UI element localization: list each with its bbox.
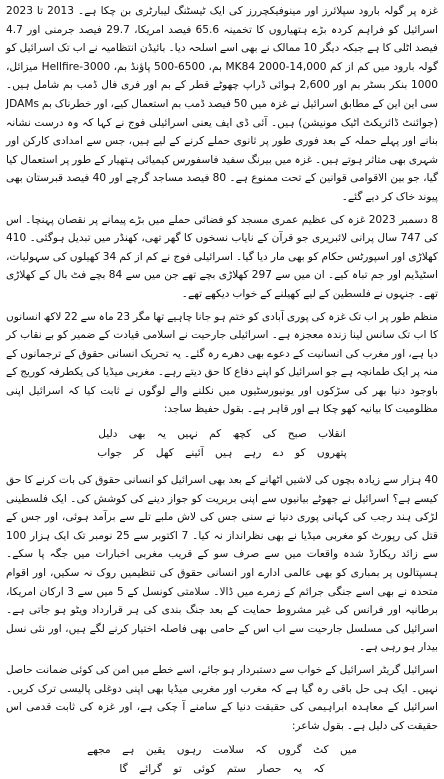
closing-poem-line-1: میں کٹ گروں کہ سلامت رہوں یقین ہے مجھے: [87, 744, 357, 757]
closing-poem-line-2: کہ یہ حصار ستم کوئی تو گرائے گا: [119, 763, 325, 776]
article-paragraph-2: 8 دسمبر 2023 غزہ کی عظیم عمری مسجد کو فضائی حملے میں بڑے پیمانے پر نقصان پہنچا۔ اس کی 747 سال پرانی لائبریری جو قرآن کے نایاب نسخوں کا گھر تھی، کھنڈر میں تبدیل ہوگئی۔ 410 کھلاڑی اور اسپورٹس حکام کو بھی مار دیا گیا۔ اسرائیلی فوج نے کم از کم 34 کھیلوں کی سہولیات، اسٹیڈیم اور جم تباہ کیے۔ ان میں سے 297 کھلاڑی بچے تھے جن میں سے 84 بچے فٹ بال کے کھلاڑی تھے۔ جنہوں نے فلسطین کے لیے کھیلنے کے خواب دیکھے تھے۔: [6, 213, 439, 300]
article-paragraph-5: اسرائیل گریٹر اسرائیل کے خواب سے دستبردار ہو جائے، اسے خطے میں امن کی کوئی ضمانت حاصل نہیں۔ ایک ہی حل باقی رہ گیا ہے کہ مغرب اور مغربی میڈیا بھی اپنی دوغلی پالیسی ترک کریں۔ اسرائیل کے معاہدہ ابراہیمی کی حقیقت دنیا کے سامنے آ چکی ہے، اور غزہ کی ثابت قدمی اس حقیقت کی دلیل ہے۔ بقول شاعر:: [6, 664, 438, 732]
poem-line-1: انقلاب صبح کی کچھ کم نہیں یہ بھی دلیل: [98, 428, 346, 441]
article-paragraph-1: غزہ پر گولہ بارود سپلائرز اور مینوفیکچررز کی ایک ٹیسٹنگ لیبارٹری بن چکا ہے۔ 2013 تا 2023 اسرائیل کو فراہم کردہ بڑے ہتھیاروں کا تخمینہ 65.6 فیصد امریکا، 29.7 فیصد جرمنی اور 4.7 فیصد اٹلی کا ہے جبکہ دیگر 10 ممالک نے بھی اسے اسلحہ دیا۔ بائیڈن انتظامیہ نے اب تک اسرائیل کو گولہ بارود میں کم از کم 14,000-MK84 2000 بم، 6500-500 پاؤنڈ بم، 3000-Hellfire میزائل، 1000 بنکر بسٹر بم اور 2,600 ہوائی ڈراپ چھوٹے قطر کے بم اور فری فال ڈمب بم شامل ہیں۔ سی این این کے مطابق اسرائیل نے غزہ میں 50 فیصد ڈمب بم استعمال کیے، اور خطرناک بم JDAMs (جوائنٹ ڈائریکٹ اٹیک مونیشن) ہیں۔ آئی ڈی ایف یعنی اسرائیلی فوج نے کہا کہ وہ درست نشانہ بنانے اور پہلے حملہ کے بعد فوری طور پر ثانوی حملے کرنے کے لیے ہیں، جس سے امدادی کارکن اور شہری بھی متاثر ہوتے ہیں۔ غزہ میں بیرنگ سفید فاسفورس کیمیائی ہتھیار کے طور پر استعمال کیا گیا، جو بین الاقوامی قوانین کے تحت ممنوع ہے۔ 80 فیصد مساجد گرچے اور 40 فیصد قبرستان بھی پیوند خاک کر دیے گئے۔: [6, 5, 439, 203]
article-paragraph-3: منظم طور پر اب تک غزہ کی پوری آبادی کو ختم ہو جانا چاہیے تھا مگر 23 ماہ سے 22 لاکھ انسانوں کا اب تک سانس لینا زندہ معجزہ ہے۔ اسرائیلی جارحیت نے اسلامی قیادت کے ضمیر کو بے نقاب کر دیا ہے، اور مغرب کی انسانیت کے دعوے بھی دھرے رہ گئے۔ یہ تحریک انسانی حقوق کے ترجمانوں کے منہ پر ایک طمانچہ ہے جو اسرائیل کو اپنے دفاع کا حق دیتے رہے۔ مغربی میڈیا کی یکطرفہ کوریج کے باوجود دنیا بھر کی سڑکوں اور یونیورسٹیوں میں نکلنے والے لوگوں نے ثابت کیا کہ اسرائیل اپنی مظلومیت کا بیانیہ کھو چکا ہے اور قاہر ہے۔ بقول حفیظ ساجد:: [6, 310, 438, 416]
article-page: [6, 2, 439, 776]
article-paragraph-4: 40 ہزار سے زیادہ بچوں کی لاشیں اٹھانے کے بعد بھی اسرائیل کو انسانی حقوق کی بات کرنے کا حق کیسے ہے؟ اسرائیل نے جھوٹے بیانیوں سے اپنی بربریت کو جواز دینے کی کوشش کی۔ ایک فلسطینی لڑکی ہند رجب کی کہانی پوری دنیا نے سنی جس کی لاش ملبے تلے سے برآمد ہوئی، اور جس کے قتل کی رپورٹ کو مغربی میڈیا نے بھی نظرانداز نہ کیا۔ 7 اکتوبر سے 25 نومبر تک ایک ہزار 100 سے زائد ریکارڈ شدہ واقعات میں سے صرف سو کے قریب مغربی اخبارات میں جگہ پا سکے۔ ہسپتالوں پر بمباری کو بھی عالمی ادارے اور انسانی حقوق کی تنظیمیں روک نہ سکیں، اور اقوام متحدہ نے بھی اسے جنگی جرائم کے زمرے میں ڈالا۔ سلامتی کونسل کے 5 میں سے 3 ارکان امریکا، برطانیہ اور فرانس کی غیر مشروط حمایت کے بعد جنگ بندی کی ہر قرارداد ویٹو ہو جاتی ہے۔ اسرائیل کی مسلسل جارحیت سے اب اس کے حامی بھی فاصلہ اختیار کرنے لگے ہیں، اور نئی نسل بیدار ہو رہی ہے۔: [6, 474, 438, 654]
closing-poem-couplet: [6, 741, 438, 779]
poem-couplet: [6, 425, 438, 463]
poem-line-2: پتھروں کو دے رہے ہیں آئینے کھل کر جواب: [97, 447, 347, 460]
